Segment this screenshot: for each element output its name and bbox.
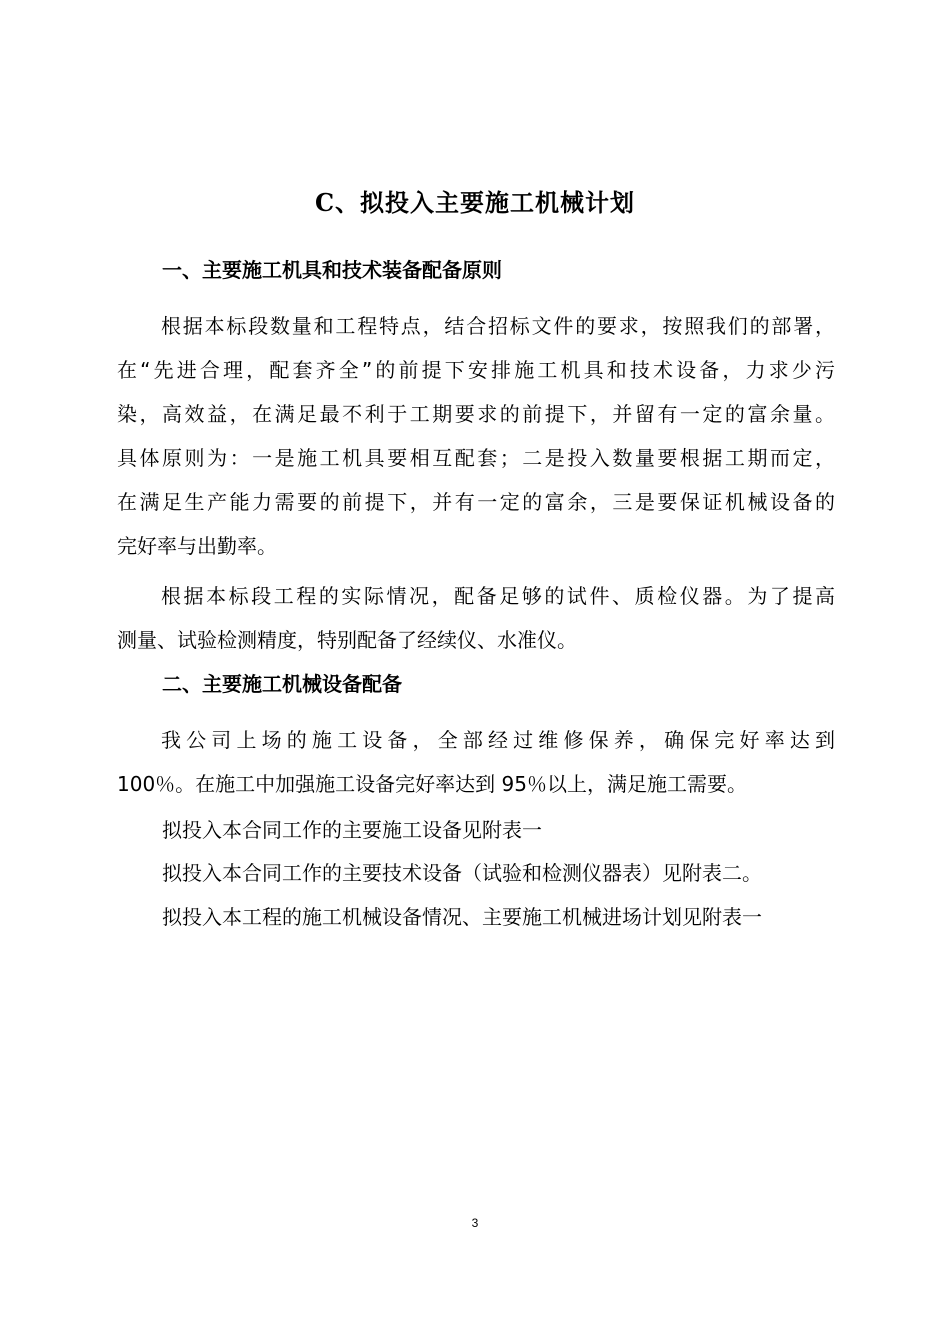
- paragraph-line: 完好率与出勤率。: [117, 534, 277, 558]
- paragraph-line: 在“先进合理，配套齐全”的前提下安排施工机具和技术设备，力求少污: [117, 358, 835, 382]
- reference-line-plan: 拟投入本工程的施工机械设备情况、主要施工机械进场计划见附表一: [162, 905, 762, 929]
- paragraph-line: 我公司上场的施工设备，全部经过维修保养，确保完好率达到: [161, 728, 835, 752]
- paragraph-line: 染，高效益，在满足最不利于工期要求的前提下，并留有一定的富余量。: [117, 402, 835, 426]
- page-number: 3: [471, 1216, 479, 1230]
- section-heading-equipment-principles: 一、主要施工机具和技术装备配备原则: [162, 258, 502, 282]
- paragraph-line: 根据本标段工程的实际情况，配备足够的试件、质检仪器。为了提高: [161, 584, 835, 608]
- paragraph-equipment-condition: [117, 718, 835, 806]
- paragraph-instruments: [117, 574, 835, 662]
- paragraph-line: 100％。在施工中加强施工设备完好率达到 95％以上，满足施工需要。: [117, 772, 747, 796]
- paragraph-line: 测量、试验检测精度，特别配备了经续仪、水准仪。: [117, 628, 577, 652]
- section-heading-equipment-allocation: 二、主要施工机械设备配备: [162, 672, 402, 696]
- reference-line-table-1: 拟投入本合同工作的主要施工设备见附表一: [162, 818, 542, 842]
- reference-line-table-2: 拟投入本合同工作的主要技术设备（试验和检测仪器表）见附表二。: [162, 861, 762, 885]
- paragraph-line: 在满足生产能力需要的前提下，并有一定的富余，三是要保证机械设备的: [117, 490, 835, 514]
- paragraph-line: 具体原则为：一是施工机具要相互配套；二是投入数量要根据工期而定，: [117, 446, 835, 470]
- paragraph-line: 根据本标段数量和工程特点，结合招标文件的要求，按照我们的部署，: [161, 314, 835, 338]
- document-title: C、拟投入主要施工机械计划: [314, 188, 636, 217]
- paragraph-principles: [117, 304, 835, 568]
